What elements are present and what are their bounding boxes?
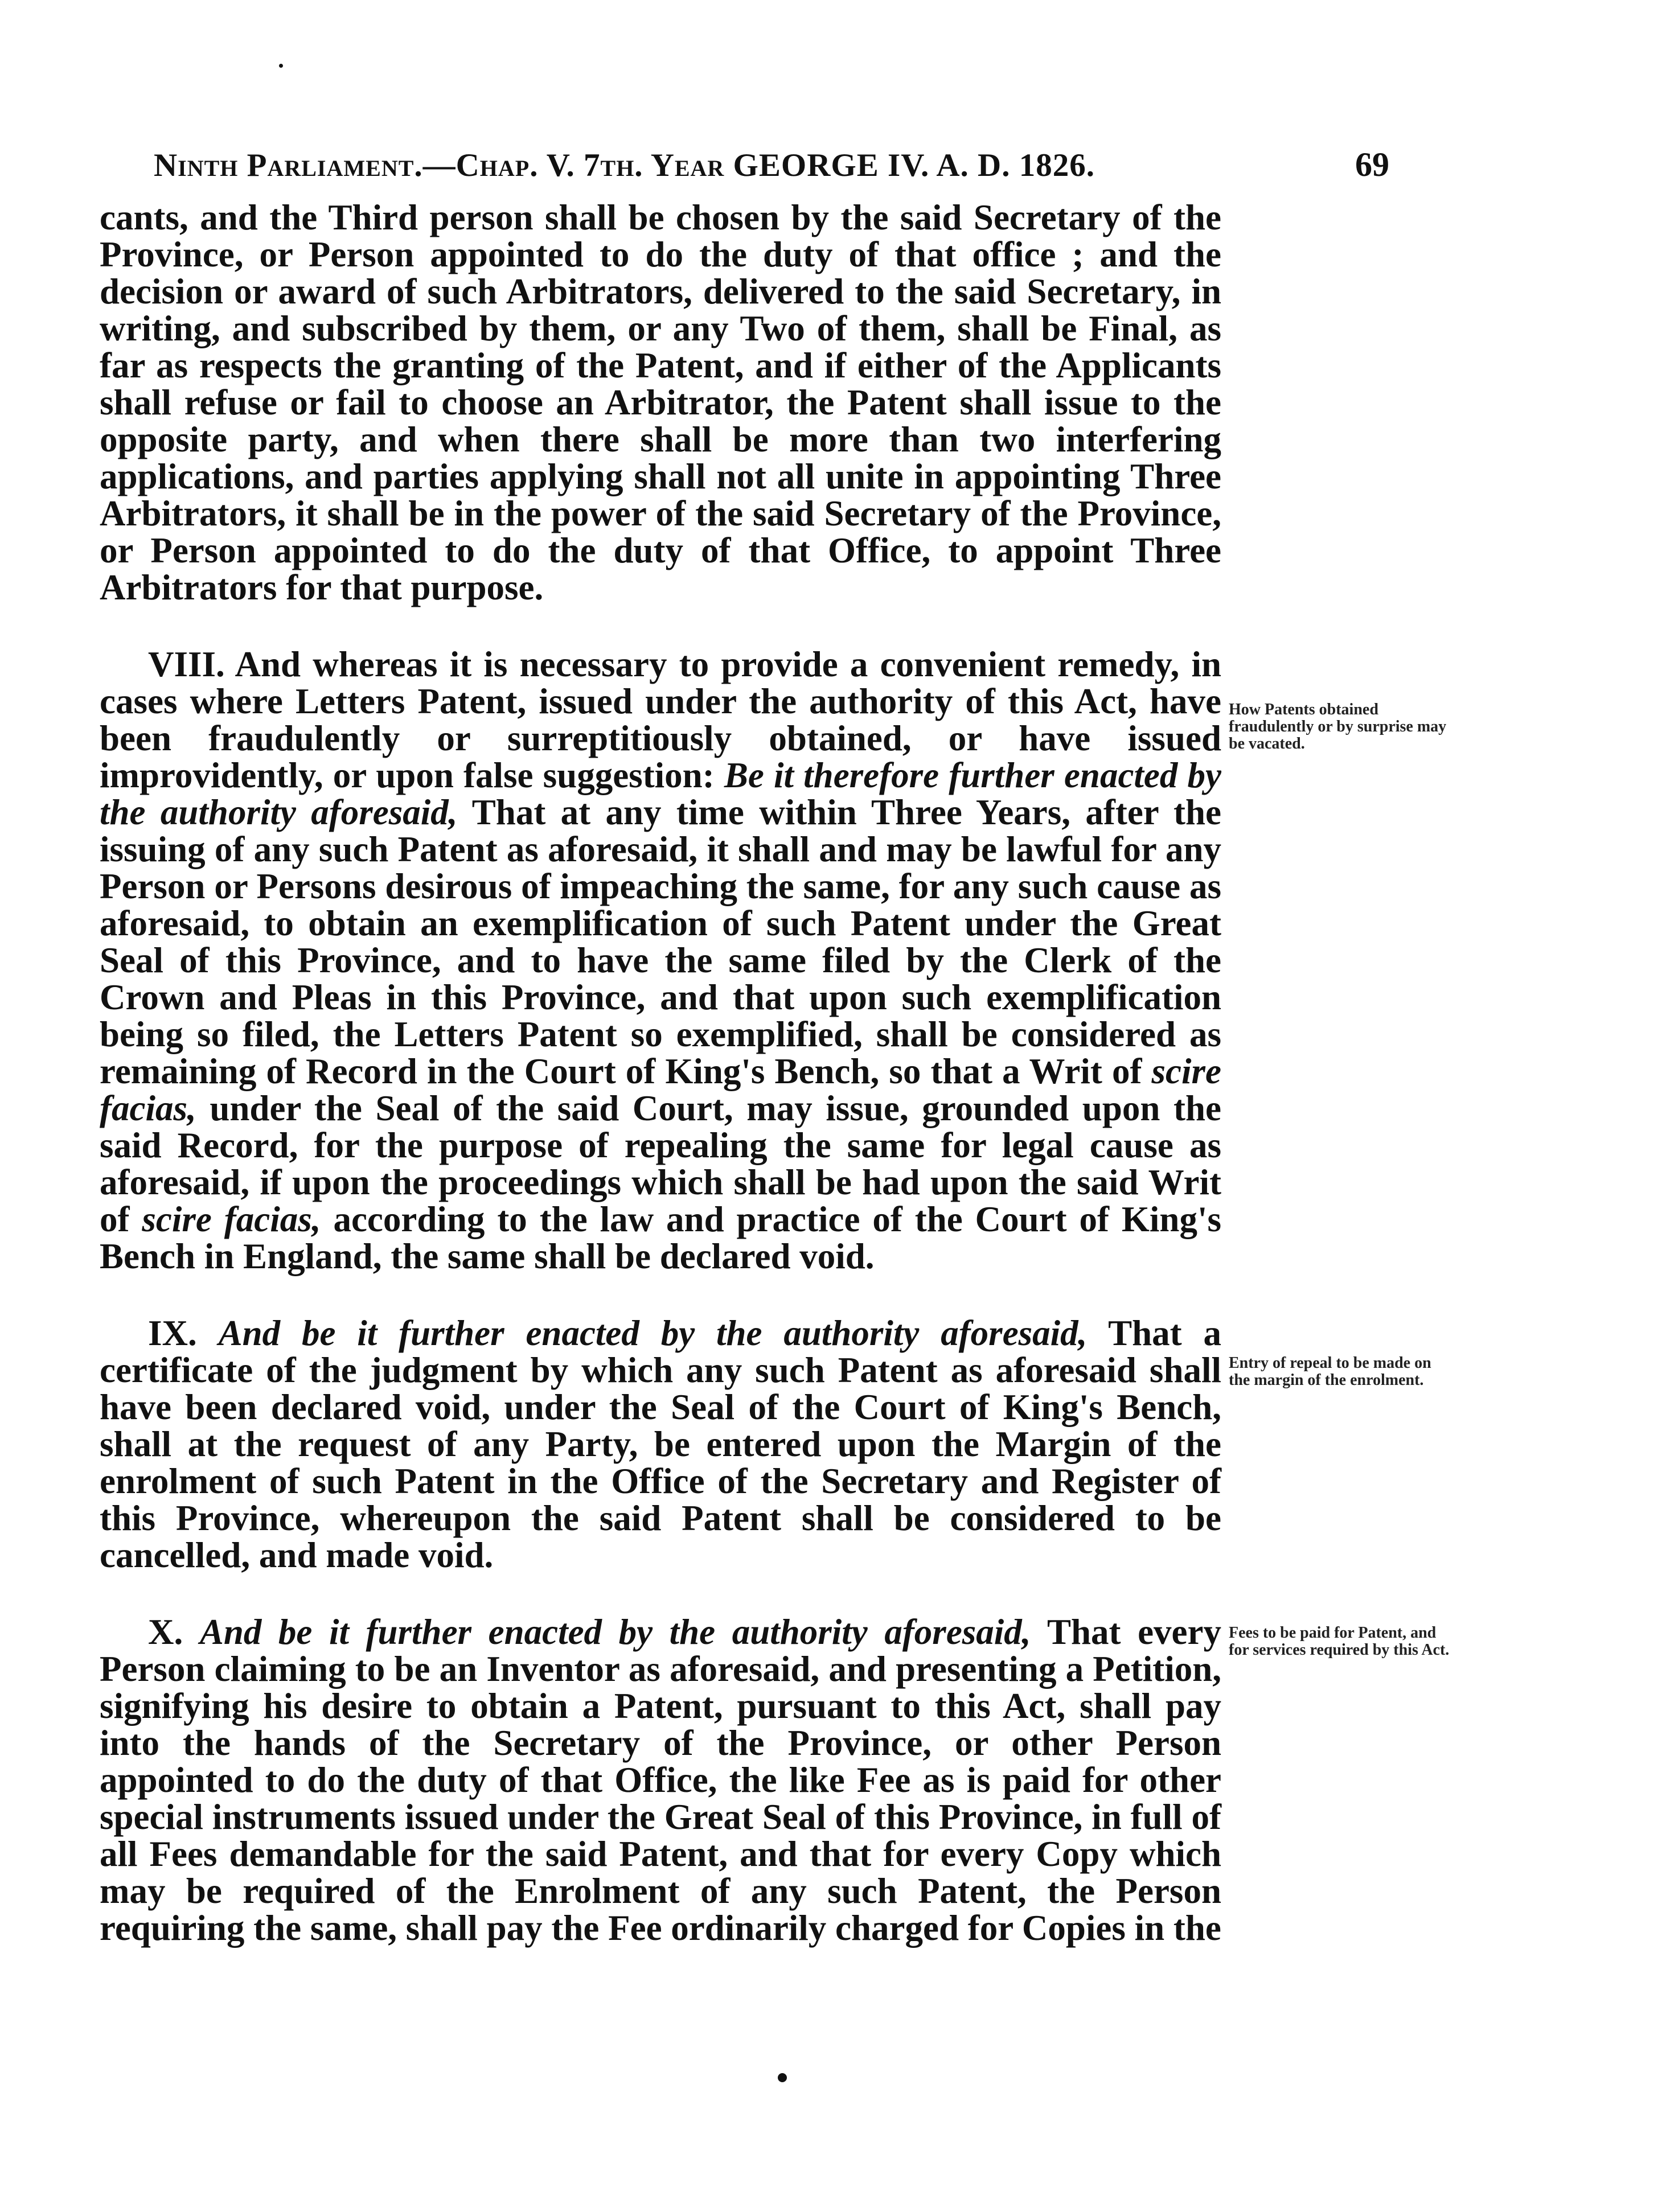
paragraph-continuation xyxy=(100,199,1221,606)
section-viii xyxy=(100,646,1221,1275)
enacting-clause: Be it therefore further enacted by the authority aforesaid, xyxy=(100,755,1222,832)
section-text: And whereas it is necessary to provide a convenient remedy, in cases where Letters Patent, issued under the authority of this Act, have been fraudulently or surreptitiously obtained, or have issued improvidently, or upon false suggestion: xyxy=(100,644,1221,795)
section-number: IX. xyxy=(148,1313,197,1353)
section-number: VIII. xyxy=(148,644,225,684)
margin-note-section-ix: Entry of repeal to be made on the margin of the enrolment. xyxy=(1229,1354,1431,1389)
header-title: Ninth Parliament.—Chap. V. 7th. Year GEORGE IV. A. D. 1826. xyxy=(154,147,1095,183)
scan-speck xyxy=(279,64,283,68)
section-text: That every Person claiming to be an Inventor as aforesaid, and presenting a Petition, signifying his desire to obtain a Patent, pursuant to this Act, shall pay into the hands of the Secretary of the Province, or other Person appointed to do the duty of that Office, the like Fee as is paid for other special instruments issued under the Great Seal of this Province, in full of all Fees demandable for the said Patent, and that for every Copy which may be required of the Enrolment of any such Patent, the Person requiring the same, shall pay the Fee ordinarily charged for Copies in the xyxy=(100,1612,1221,1948)
enacting-clause: And be it further enacted by the authority aforesaid, xyxy=(218,1313,1088,1353)
paragraph-text: cants, and the Third person shall be chosen by the said Secretary of the Province, or Person appointed to do the duty of that office ; and the decision or award of such Arbitrators, delivered to the said Secretary, in writing, and subscribed by them, or any Two of them, shall be Final, as far as respects the granting of the Patent, and if either of the Applicants shall refuse or fail to choose an Arbitrator, the Patent shall issue to the opposite party, and when there shall be more than two interfering applications, and parties applying shall not all unite in appointing Three Arbitrators, it shall be in the power of the said Secretary of the Province, or Person appointed to do the duty of that Office, to appoint Three Arbitrators for that purpose. xyxy=(100,198,1221,607)
section-number: X. xyxy=(148,1612,183,1652)
margin-note-section-x: Fees to be paid for Patent, and for services required by this Act. xyxy=(1229,1624,1450,1659)
running-header xyxy=(154,145,1389,196)
latin-term: scire facias, xyxy=(100,1051,1221,1128)
margin-note-section-viii: How Patents obtained fraudulently or by surprise may be vacated. xyxy=(1229,701,1447,753)
section-x xyxy=(100,1614,1221,1947)
section-text: under the Seal of the said Court, may issue, grounded upon the said Record, for the purpose of repealing the same for legal cause as aforesaid, if upon the proceedings which shall be had upon the said Writ of xyxy=(100,1088,1222,1239)
page-number: 69 xyxy=(1355,146,1389,183)
scan-speck xyxy=(778,2073,787,2082)
section-text: That at any time within Three Years, after the issuing of any such Patent as aforesaid, it shall and may be lawful for any Person or Persons desirous of impeaching the same, for any such cause as aforesaid, to obtain an exemplification of such Patent under the Great Seal of this Province, and to have the same filed by the Clerk of the Crown and Pleas in this Province, and that upon such exemplification being so filed, the Letters Patent so exemplified, shall be considered as remaining of Record in the Court of King's Bench, so that a Writ of xyxy=(100,792,1221,1091)
enacting-clause: And be it further enacted by the authority aforesaid, xyxy=(199,1612,1031,1652)
section-ix xyxy=(100,1315,1221,1574)
latin-term: scire facias, xyxy=(142,1199,321,1239)
page-body xyxy=(100,199,1221,1987)
section-text: That a certificate of the judgment by which any such Patent as aforesaid shall have been declared void, under the Seal of the Court of King's Bench, shall at the request of any Party, be entered upon the Margin of the enrolment of such Patent in the Office of the Secretary and Register of this Province, whereupon the said Patent shall be considered to be cancelled, and made void. xyxy=(100,1313,1221,1575)
section-text: according to the law and practice of the Court of King's Bench in England, the same shall be declared void. xyxy=(100,1199,1221,1276)
